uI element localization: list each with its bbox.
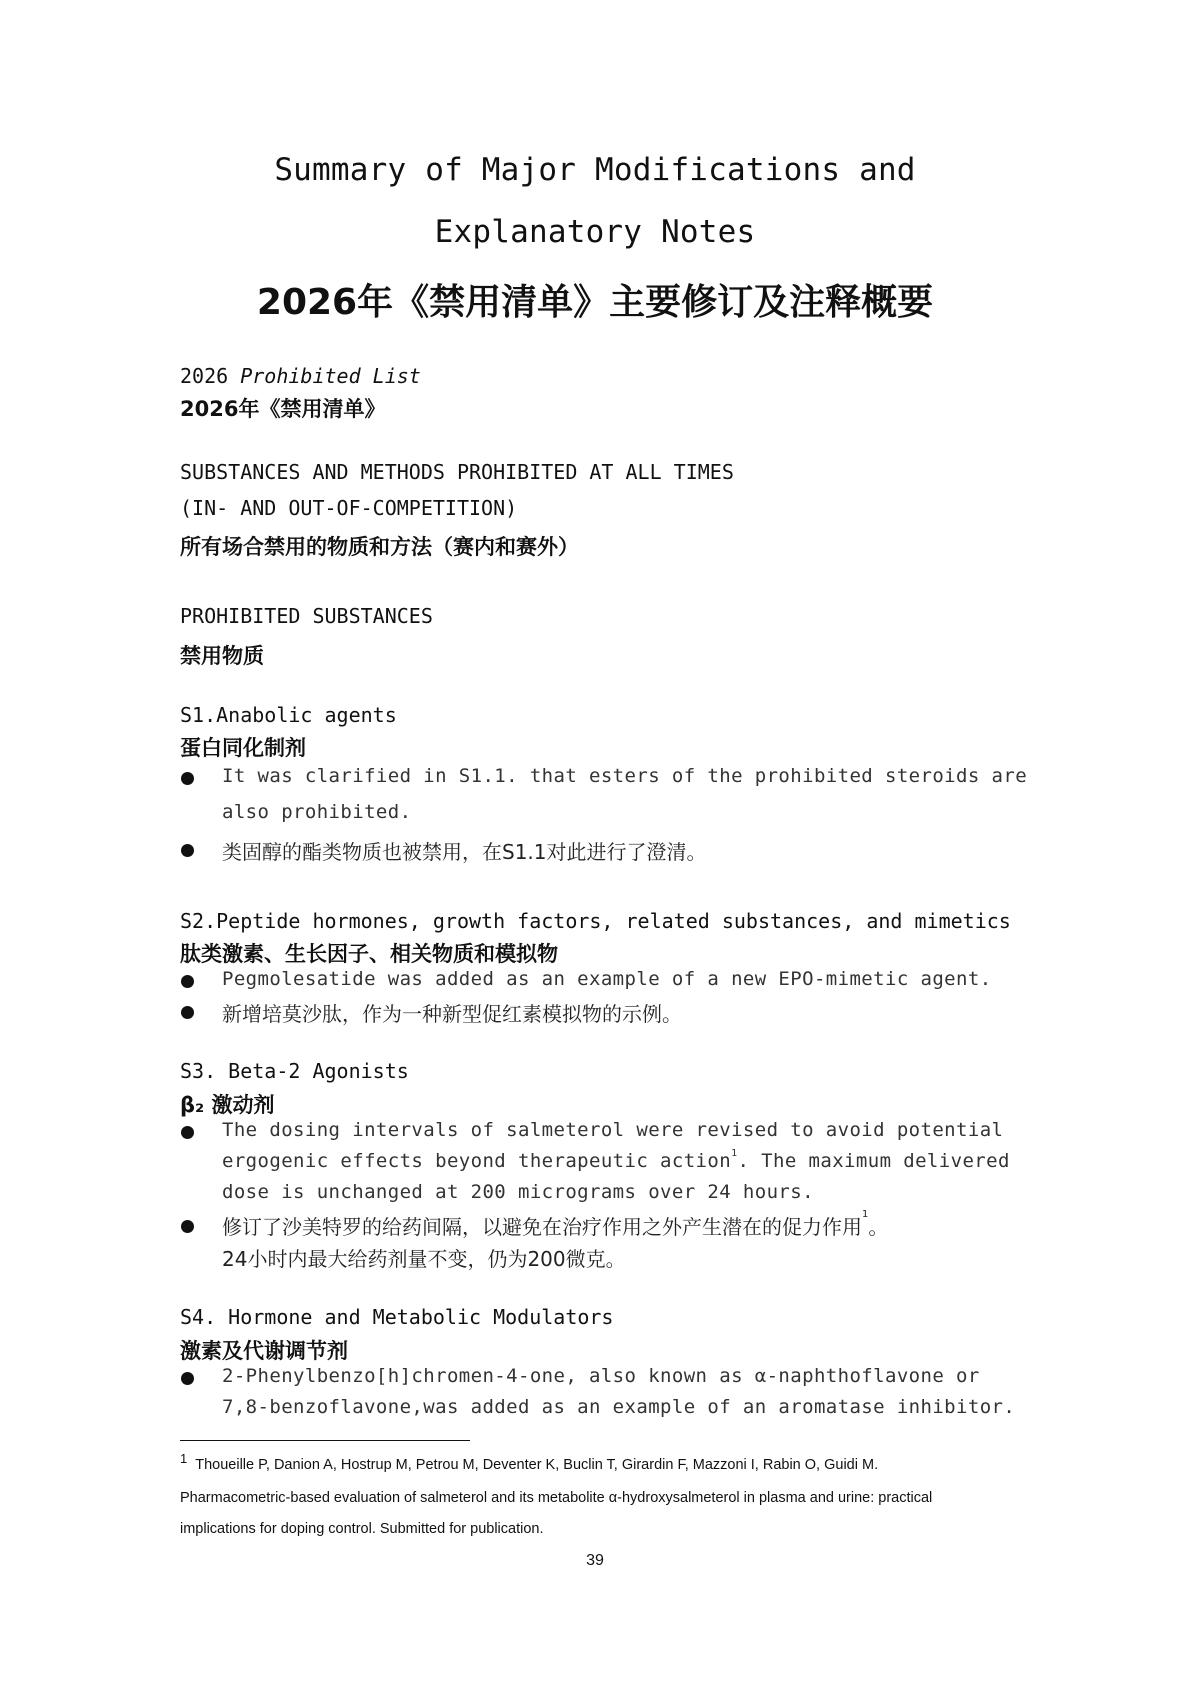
bullet-icon	[181, 1220, 194, 1233]
s3-bullet-zh-line1-text-a: 修订了沙美特罗的给药间隔，以避免在治疗作用之外产生潜在的促力作用	[222, 1215, 862, 1239]
s3-bullet-zh-line1	[222, 1211, 888, 1240]
s2-bullet-en: Pegmolesatide was added as an example of a new EPO-mimetic agent.	[222, 968, 992, 990]
s3-bullet-en-line2-text-b: . The maximum delivered	[737, 1150, 1010, 1172]
s3-bullet-en-line1: The dosing intervals of salmeterol were revised to avoid potential	[222, 1119, 1004, 1141]
s3-bullet-zh-line2: 24小时内最大给药剂量不变，仍为200微克。	[222, 1247, 626, 1271]
s2-bullet-zh: 新增培莫沙肽，作为一种新型促红素模拟物的示例。	[222, 1002, 682, 1026]
s3-bullet-zh-line1-text-b: 。	[868, 1215, 889, 1239]
bullet-icon	[181, 1006, 194, 1019]
footnote-ref[interactable]: 1	[862, 1209, 869, 1220]
list-heading-en	[180, 364, 421, 388]
prohibited-substances-en: PROHIBITED SUBSTANCES	[180, 604, 433, 628]
list-heading-year: 2026	[180, 364, 229, 388]
all-times-en-line1: SUBSTANCES AND METHODS PROHIBITED AT ALL TIMES	[180, 460, 734, 484]
s3-bullet-en-line2-text-a: ergogenic effects beyond therapeutic action	[222, 1150, 732, 1172]
s1-bullet-en-line2: also prohibited.	[222, 801, 412, 823]
list-heading-name: Prohibited List	[240, 364, 421, 388]
bullet-icon	[181, 1372, 194, 1385]
s4-bullet-en-line2: 7,8-benzoflavone,was added as an example of an aromatase inhibitor.	[222, 1396, 1016, 1418]
footnote-line3: implications for doping control. Submitted for publication.	[180, 1521, 544, 1537]
s3-bullet-en-line2	[222, 1150, 1010, 1172]
footnote-line1	[180, 1451, 879, 1473]
title-en-line1: Summary of Major Modifications and	[274, 152, 916, 188]
bullet-icon	[181, 975, 194, 988]
footnote-ref[interactable]: 1	[731, 1148, 738, 1159]
list-heading-zh: 2026年《禁用清单》	[180, 397, 386, 421]
s1-bullet-en-line1: It was clarified in S1.1. that esters of the prohibited steroids are	[222, 765, 1028, 787]
s3-bullet-en-line3: dose is unchanged at 200 micrograms over 24 hours.	[222, 1181, 814, 1203]
s2-heading-en: S2.Peptide hormones, growth factors, related substances, and mimetics	[180, 909, 1011, 933]
s1-bullet-zh: 类固醇的酯类物质也被禁用，在S1.1对此进行了澄清。	[222, 840, 707, 864]
s4-bullet-en-line1: 2-Phenylbenzo[h]chromen-4-one, also known as α-naphthoflavone or	[222, 1365, 980, 1387]
footnote-divider	[180, 1440, 470, 1441]
footnote-number: 1	[180, 1451, 188, 1466]
s3-heading-en: S3. Beta-2 Agonists	[180, 1059, 409, 1083]
footnote-line2: Pharmacometric-based evaluation of salmeterol and its metabolite α-hydroxysalmeterol in plasma and urine: practical	[180, 1490, 933, 1506]
title-zh: 2026年《禁用清单》主要修订及注释概要	[256, 282, 934, 323]
s2-heading-zh: 肽类激素、生长因子、相关物质和模拟物	[180, 942, 558, 966]
title-en-line2: Explanatory Notes	[434, 214, 756, 250]
footnote-line1-text: Thoueille P, Danion A, Hostrup M, Petrou M, Deventer K, Buclin T, Girardin F, Mazzoni I, Rabin O, Guidi M.	[195, 1457, 879, 1473]
s1-heading-zh: 蛋白同化制剂	[180, 736, 306, 760]
s4-heading-zh: 激素及代谢调节剂	[180, 1339, 348, 1363]
s3-heading-zh: β₂ 激动剂	[180, 1093, 275, 1117]
s4-heading-en: S4. Hormone and Metabolic Modulators	[180, 1305, 614, 1329]
bullet-icon	[181, 1126, 194, 1139]
bullet-icon	[181, 844, 194, 857]
all-times-en-line2: (IN- AND OUT-OF-COMPETITION)	[180, 496, 518, 520]
prohibited-substances-zh: 禁用物质	[180, 644, 264, 668]
bullet-icon	[181, 772, 194, 785]
all-times-zh: 所有场合禁用的物质和方法（赛内和赛外）	[180, 535, 579, 559]
page-number: 39	[586, 1552, 604, 1569]
s1-heading-en: S1.Anabolic agents	[180, 703, 397, 727]
